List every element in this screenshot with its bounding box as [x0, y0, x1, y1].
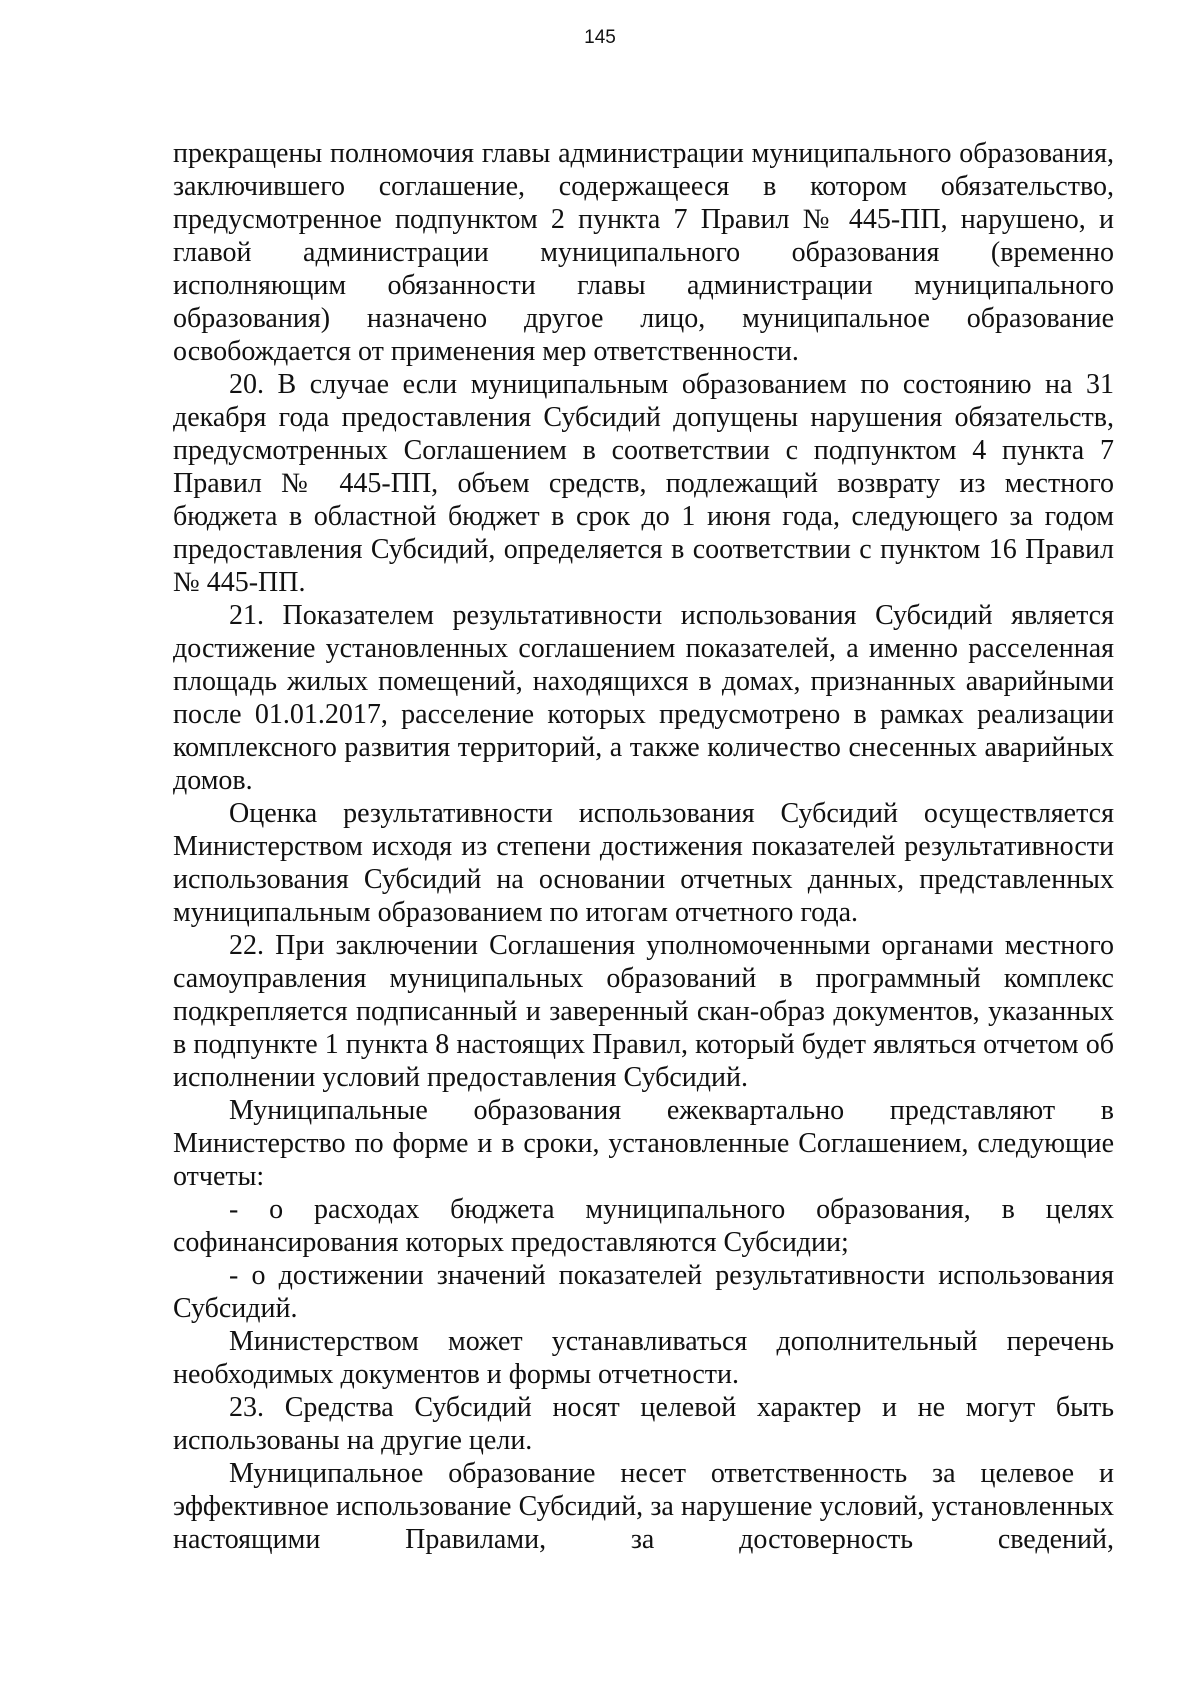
list-item-indicators: - о достижении значений показателей результативности использования Субсидий.: [173, 1260, 1114, 1324]
paragraph-item-20: 20. В случае если муниципальным образованием по состоянию на 31 декабря года предоставления Субсидий допущены нарушения обязательств, предусмотренных Соглашением в соответствии с подпунктом 4 пункта 7 Правил № 445-ПП, объем средств, подлежащий возврату из местного бюджета в областной бюджет в срок до 1 июня года, следующего за годом предоставления Субсидий, определяется в соответствии с пунктом 16 Правил № 445-ПП.: [173, 369, 1114, 598]
paragraph-item-23: 23. Средства Субсидий носят целевой характер и не могут быть использованы на другие цели.: [173, 1392, 1114, 1456]
list-item-budget-expenses: - о расходах бюджета муниципального образования, в целях софинансирования которых предоставляются Субсидии;: [173, 1194, 1114, 1258]
paragraph-responsibility: Муниципальное образование несет ответственность за целевое и эффективное использование Субсидий, за нарушение условий, установленных настоящими Правилами, за достоверность сведений,: [173, 1458, 1114, 1555]
paragraph-item-22: 22. При заключении Соглашения уполномоченными органами местного самоуправления муниципальных образований в программный комплекс подкрепляется подписанный и заверенный скан-образ документов, указанных в подпункте 1 пункта 8 настоящих Правил, который будет являться отчетом об исполнении условий предоставления Субсидий.: [173, 930, 1114, 1093]
document-body: [173, 137, 1114, 1556]
paragraph-additional-documents: Министерством может устанавливаться дополнительный перечень необходимых документов и формы отчетности.: [173, 1326, 1114, 1390]
paragraph-quarterly-reports: Муниципальные образования ежеквартально представляют в Министерство по форме и в сроки, установленные Соглашением, следующие отчеты:: [173, 1095, 1114, 1192]
paragraph-continuation: прекращены полномочия главы администрации муниципального образования, заключившего соглашение, содержащееся в котором обязательство, предусмотренное подпунктом 2 пункта 7 Правил № 445-ПП, нарушено, и главой администрации муниципального образования (временно исполняющим обязанности главы администрации муниципального образования) назначено другое лицо, муниципальное образование освобождается от применения мер ответственности.: [173, 138, 1114, 367]
paragraph-item-21: 21. Показателем результативности использования Субсидий является достижение установленных соглашением показателей, а именно расселенная площадь жилых помещений, находящихся в домах, признанных аварийными после 01.01.2017, расселение которых предусмотрено в рамках реализации комплексного развития территорий, а также количество снесенных аварийных домов.: [173, 600, 1114, 796]
page-number: 145: [584, 27, 616, 48]
paragraph-evaluation: Оценка результативности использования Субсидий осуществляется Министерством исходя из степени достижения показателей результативности использования Субсидий на основании отчетных данных, представленных муниципальным образованием по итогам отчетного года.: [173, 798, 1114, 928]
